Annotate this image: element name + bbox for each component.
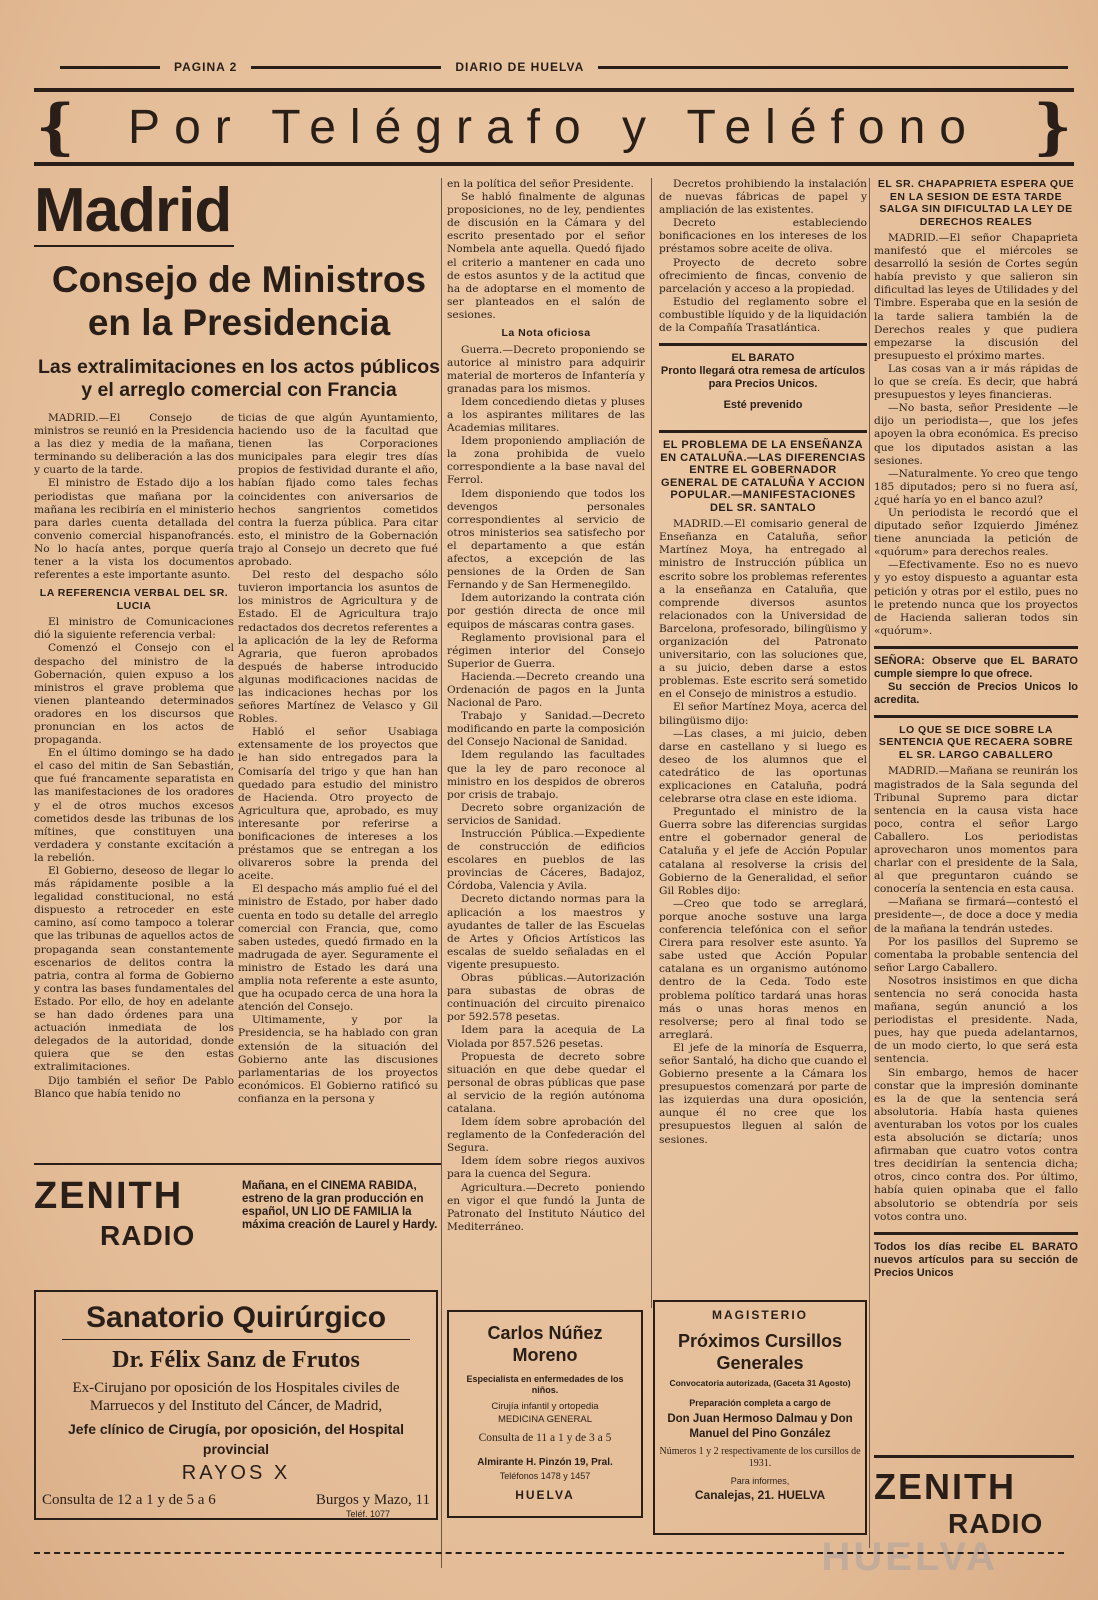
paragraph: El ministro de Comunicaciones dió la siguiente referencia verbal: xyxy=(34,616,234,642)
nunez-city: HUELVA xyxy=(515,1488,575,1502)
largo-headline: LO QUE SE DICE SOBRE LA SENTENCIA QUE RECAERA SOBRE EL SR. LARGO CABALLERO xyxy=(878,723,1074,761)
doctor-job: Jefe clínico de Cirugía, por oposición, del Hospital provincial xyxy=(67,1421,405,1457)
magisterio-prep: Preparación completa a cargo de xyxy=(689,1398,831,1408)
section-banner xyxy=(34,88,1074,166)
paragraph: Reglamento provisional para el régimen interior del Consejo Superior de Guerra. xyxy=(447,631,645,670)
paragraph: Agricultura.—Decreto poniendo en vigor el que fundó la Junta de Patronato del Instituto Náutico del Mediterráneo. xyxy=(447,1181,645,1233)
paragraph: Instrucción Pública.—Expediente de construcción de edificios escolares en pueblos de las provincias de Cáceres, Badajoz, Córdoba, Valencia y Avila. xyxy=(447,828,645,893)
paragraph: —Naturalmente. Yo creo que tengo 185 diputados; pero si no fuera así, ¿qué haría yo en el banco azul? xyxy=(874,467,1078,506)
paragraph: —Creo que todo se arreglará, porque anoche sostuve una larga conferencia telefónica con el señor Cirera para resolver este asunto. Ya sabe usted que Acción Popular catalana es un organismo autónomo dentro de la Ceda. Todo este problema político tardará unas horas más o unas horas menos en resolverse; pero al final todo se arreglará. xyxy=(659,897,867,1041)
paragraph: Por los pasillos del Supremo se comentaba la probable sentencia del señor Largo Caballero. xyxy=(874,935,1078,974)
barato-box xyxy=(659,352,867,412)
archive-watermark: HUELVA xyxy=(821,1535,998,1579)
divider xyxy=(874,1455,1074,1458)
paragraph: En el último domingo se ha dado el caso del mitin de San Sebastián, que fué francamente separatista en las manifestaciones de los oradores y el de otros muchos excesos cometidos desde las tribunas de los mítines, que constituyen una verdadera y constante excitación a la rebelión. xyxy=(34,747,234,864)
header-rule xyxy=(598,66,1068,69)
column-rule xyxy=(651,178,652,1308)
paragraph: —Las clases, a mi juicio, deben darse en castellano y si luego es deseo de los alumnos que el catedrático de las oportunas explicaciones en Cataluña, podrá celebrarse otra clase en este idioma. xyxy=(659,727,867,806)
ensenanza-headline: EL PROBLEMA DE LA ENSEÑANZA EN CATALUÑA.—LAS DIFERENCIAS ENTRE EL GOBERNADOR GENERAL DE CATALUÑA Y ACCION POPULAR.—MANIFESTACIONES DEL SR. SANTALO xyxy=(660,439,866,514)
divider xyxy=(34,1163,441,1165)
zenith-ad xyxy=(34,1175,234,1252)
senora-text2: Su sección de Precios Unicos lo acredita. xyxy=(874,680,1078,706)
paragraph: Idem ídem sobre aprobación del reglamento de la Confederación del Segura. xyxy=(447,1116,645,1155)
nunez-phones: Teléfonos 1478 y 1457 xyxy=(499,1471,591,1481)
magisterio-sub: Convocatoria autorizada, (Gaceta 31 Agosto) xyxy=(669,1378,851,1388)
nunez-spec2: Cirujía infantil y ortopedia xyxy=(491,1401,599,1412)
running-header xyxy=(60,58,1068,76)
paragraph: Preguntado el ministro de la Guerra sobre las diferencias surgidas entre el gobernador general de Cataluña y el jefe de Acción Popular catalana al resolverse la crisis del Gobierno de la Generalidad, el señor Gil Robles dijo: xyxy=(659,806,867,897)
paragraph: Idem disponiendo que todos los devengos personales correspondientes al servicio de otros ministerios sea satisfecho por el departamento a que están afectos, a excepción de las pensiones de la Orden de San Fernando y de San Hermenegildo. xyxy=(447,487,645,592)
paragraph: Obras públicas.—Autorización para subastas de obras de continuación del circuito pirenaico por 592.578 pesetas. xyxy=(447,972,645,1024)
divider xyxy=(874,1232,1078,1235)
paragraph: El despacho más amplio fué el del ministro de Estado, por haber dado cuenta en todo su detalle del arreglo comercial con Francia, que, como saben ustedes, quedó firmado en la madrugada de ayer. Seguramente el ministro de Estado les dará una amplia nota referente a este asunto, que ha ocupado cerca de una hora la atención del Consejo. xyxy=(238,883,438,1014)
magisterio-ad xyxy=(653,1300,867,1535)
subhead: La Nota oficiosa xyxy=(501,327,591,340)
zenith-brand: ZENITH xyxy=(34,1175,184,1217)
paragraph: Idem concediendo dietas y pluses a los aspirantes militares de las Academias militares. xyxy=(447,395,645,435)
nunez-address: Almirante H. Pinzón 19, Pral. xyxy=(477,1457,613,1468)
barato-tagline: Esté prevenido xyxy=(723,399,803,412)
consulta-hours: Consulta de 12 a 1 y de 5 a 6 xyxy=(42,1492,216,1508)
barato-title: EL BARATO xyxy=(731,352,795,365)
paragraph: Guerra.—Decreto proponiendo se autorice al ministro para adquirir material de morteros de Infantería y granadas para los mismos. xyxy=(447,343,645,395)
doctor-name: Dr. Félix Sanz de Frutos xyxy=(112,1347,360,1373)
divider xyxy=(659,430,867,433)
zenith-radio: RADIO xyxy=(100,1220,196,1251)
column-5 xyxy=(874,178,1078,1446)
sanatorio-address: Burgos y Mazo, 11 xyxy=(315,1492,430,1508)
nunez-hours: Consulta de 11 a 1 y de 3 a 5 xyxy=(478,1432,612,1444)
paragraph: en la política del señor Presidente. xyxy=(447,178,634,190)
main-subheadline: Las extralimitaciones en los actos públicos y el arreglo comercial con Francia xyxy=(37,356,441,401)
paragraph: Idem para la acequia de La Violada por 857.526 pesetas. xyxy=(447,1024,645,1050)
divider xyxy=(62,1339,410,1340)
magisterio-info: Para informes, xyxy=(730,1476,790,1486)
doctor-credentials: Ex-Cirujano por oposición de los Hospitales civiles de Marruecos y del Instituto del Cáncer, de Madrid, xyxy=(72,1380,400,1414)
paragraph: Idem ídem sobre riegos auxivos para la cuenca del Segura. xyxy=(447,1155,645,1181)
divider xyxy=(874,715,1078,718)
nunez-spec3: MEDICINA GENERAL xyxy=(498,1414,592,1425)
divider xyxy=(34,245,234,247)
paragraph: Un periodista le recordó que el diputado señor Izquierdo Jiménez tiene anunciada la petición de «quórum» para derechos reales. xyxy=(874,506,1078,559)
paragraph: —No basta, señor Presidente —le dijo un periodista—, que los jefes apoyen la obra económica. Es preciso que los diputados asistan a las sesiones. xyxy=(874,402,1078,467)
paragraph: —Efectivamente. Eso no es nuevo y yo estoy dispuesto a aguantar esta petición y otras por el estilo, pues no le pretendo nunca que los proyectos de Hacienda salieran todos sin «quórum». xyxy=(874,559,1078,637)
paragraph: Trabajo y Sanidad.—Decreto modificando en parte la composición del Consejo Nacional de Sanidad. xyxy=(447,710,645,749)
column-rule xyxy=(441,178,442,1568)
paragraph: Estudio del reglamento sobre el combustible líquido y de la liquidación de la Compañía Trasatlántica. xyxy=(659,295,867,335)
paragraph: Idem autorizando la contrata ción por gestión directa de once mil equipos de máscaras contra gases. xyxy=(447,592,645,631)
magisterio-names: Don Juan Hermoso Dalmau y Don Manuel del Pino González xyxy=(667,1413,853,1440)
paragraph: Nosotros insistimos en que dicha sentencia no será conocida hasta mañana, según anunció a los periodistas el presidente. Nada, pues, hay que pueda adelantarnos, de un modo cierto, lo que será esta sentencia. xyxy=(874,974,1078,1066)
barato-note: Todos los días recibe EL BARATO nuevos artículos para su sección de Precios Unicos xyxy=(874,1240,1078,1279)
column-4 xyxy=(659,178,867,1298)
paragraph: Sin embargo, hemos de hacer constar que la impresión dominante es la de que la sentencia será absolutoria. Había hasta quienes aventuraban los votos por los cuales esta absolución se dictaría; unos afirmaban que cuatro votos contra tres decidirían la sentencia dicha; otros, cinco contra dos. Por último, había quien opinaba que el fallo absolutorio se obtendría por seis votos contra uno. xyxy=(874,1066,1078,1223)
paragraph: MADRID.—El comisario general de Enseñanza en Cataluña, señor Martínez Moya, ha entregado al ministro de Instrucción pública un escrito sobre los problemas referentes a la enseñanza en Cataluña, que comprende diversos asuntos relacionados con la Universidad de Barcelona, profesorado, bilingüismo y organización del Patronato universitario, con las soluciones que, a su juicio, deben darse a estos problemas. Este escrito será sometido en el Consejo de ministros a estudio. xyxy=(659,518,867,701)
paper-name: DIARIO DE HUELVA xyxy=(455,60,585,74)
zenith-brand: ZENITH xyxy=(874,1466,1016,1507)
senora-text: SEÑORA: Observe que EL BARATO cumple siempre lo que ofrece. xyxy=(874,654,1078,680)
paragraph: Propuesta de decreto sobre situación en que debe quedar el personal de obras públicas que pase al servicio de la región autónoma catalana. xyxy=(447,1050,645,1115)
header-rule xyxy=(60,66,160,69)
sanatorio-footer xyxy=(42,1491,430,1509)
main-headline: Consejo de Ministros en la Presidencia xyxy=(51,259,427,343)
chapaprieta-headline: EL SR. CHAPAPRIETA ESPERA QUE EN LA SESION DE ESTA TARDE SALGA SIN DIFICULTAD LA LEY DE DERECHOS REALES xyxy=(877,178,1075,228)
nunez-ad xyxy=(447,1310,643,1518)
header-rule xyxy=(251,66,441,69)
paragraph: Comenzó el Consejo con el despacho del ministro de la Gobernación, quien expuso a los ministros el grave problema que vienen planteando determinados oradores en los discursos que pronuncian en los actos de propaganda. xyxy=(34,642,234,747)
main-story-col2 xyxy=(238,412,438,1158)
paragraph: MADRID.—Mañana se reunirán los magistrados de la Sala segunda del Tribunal Supremo para dictar sentencia en la causa vista hace poco, contra el señor Largo Caballero. Los periodistas aprovecharon unos momentos para charlar con el presidente de la Sala, al que preguntaron cuándo se conocería la sentencia en esta causa. xyxy=(874,765,1078,896)
paragraph: Habló el señor Usabiaga extensamente de los proyectos que le han sido entregados para la Comisaría del trigo y que han han quedado para estudio del ministro de Hacienda. Otro proyecto de Agricultura que, aprobado, es muy interesante por referirse a bonificaciones de intereses a los préstamos que se entregan a los olivareros sobre la prenda del aceite. xyxy=(238,726,438,883)
paragraph: Del resto del despacho sólo tuvieron importancia los asuntos de los ministros de Agricultura y de Estado. El de Agricultura trajo redactados dos decretos referentes a la aplicación de la ley de Reforma Agraria, que fueron aprobados después de haberse introducido algunas modificaciones nacidas de las indicaciones hechas por los señores Martínez de Velasco y Gil Robles. xyxy=(238,569,438,726)
column-rule xyxy=(869,178,870,1548)
dateline-city: Madrid xyxy=(34,176,232,245)
paragraph: Decreto dictando normas para la aplicación a los maestros y ayudantes de taller de las Escuelas de Artes y Oficios Artísticos las escalas de sueldo señaladas en el vigente presupuesto. xyxy=(447,893,645,971)
main-story-col3 xyxy=(447,178,645,1303)
cinema-ad: Mañana, en el CINEMA RABIDA, estreno de la gran producción en español, UN LIO DE FAMILIA la máxima creación de Laurel y Hardy. xyxy=(242,1180,438,1231)
paragraph: —Mañana se firmará—contestó el presidente—, de doce a doce y media de la mañana la tendrán ustedes. xyxy=(874,896,1078,935)
sanatorio-title: Sanatorio Quirúrgico xyxy=(85,1301,387,1334)
paragraph: Hacienda.—Decreto creando una Ordenación de pagos en la Junta Nacional de Paro. xyxy=(447,670,645,710)
paragraph: Las cosas van a ir más rápidas de lo que se creía. Es decir, que habrá presupuestos y leyes financieras. xyxy=(874,362,1078,402)
paragraph: Dijo también el señor De Pablo Blanco que había tenido no xyxy=(34,1074,234,1100)
main-story-col1 xyxy=(34,412,234,1158)
paragraph: El Gobierno, deseoso de llegar lo más rápidamente posible a la legalidad constitucional, no está dispuesto a retroceder en este camino, así como tampoco a tolerar que las tribunas de aquellos actos de propaganda sean constantemente escenarios de delitos contra la patria, contra al forma de Gobierno y contra las bases fundamentales del Estado. Por ello, de hoy en adelante se han dado órdenes para una actuación inmediata de los delegados de la autoridad, donde quiera que se den estas extralimitaciones. xyxy=(34,865,234,1074)
divider xyxy=(659,343,867,346)
paragraph: Ultimamente, y por la Presidencia, se ha hablado con gran extensión de la situación del Gobierno ante las discusiones parlamentarias de los proyectos económicos. El Gobierno ratificó su confianza en la persona y xyxy=(238,1014,438,1105)
paragraph: El ministro de Estado dijo a los periodistas que mañana por la mañana les recibiría en el ministerio para darles cuenta detallada del convenio comercial hispanofrancés. No lo hacía antes, porque quería tener a la vista los documentos referentes a este importante asunto. xyxy=(34,477,234,582)
zenith-radio: RADIO xyxy=(948,1508,1044,1539)
right-brace-ornament: } xyxy=(1033,92,1072,162)
paragraph: El jefe de la minoría de Esquerra, señor Santaló, ha dicho que cuando el Gobierno presente a la Cámara los presupuestos comenzará por parte de las izquierdas una dura oposición, aunque él no cree que los presupuestos lleguen al salón de sesiones. xyxy=(659,1041,867,1146)
paragraph: Decreto sobre organización de servicios de Sanidad. xyxy=(447,801,645,827)
magisterio-title: MAGISTERIO xyxy=(711,1308,808,1322)
paragraph: ticias de que algún Ayuntamiento, haciendo uso de la facultad que tienen las Corporaciones municipales para elegir tres días propios de festividad durante el año, habían fijado como tales fechas coincidentes con aniversarios de hechos sangrientos cometidos contra la fuerza pública. Para citar esto, el ministro de la Gobernación trajo al Consejo un decreto que fué aprobado. xyxy=(238,412,438,569)
sanatorio-phone: Teléf. 1077 xyxy=(345,1509,390,1519)
zenith-ad-right xyxy=(874,1466,1078,1540)
paragraph: Idem proponiendo ampliación de la zona prohibida de vuelo correspondiente a la base naval del Ferrol. xyxy=(447,435,645,487)
sanatorio-ad xyxy=(34,1290,438,1520)
divider xyxy=(874,646,1078,649)
page-footer-rule xyxy=(34,1552,1064,1554)
paragraph: Decretos prohibiendo la instalación de nuevas fábricas de papel y ampliación de las existentes. xyxy=(659,178,867,217)
subhead: LA REFERENCIA VERBAL DEL SR. LUCIA xyxy=(39,587,229,612)
barato-text: Pronto llegará otra remesa de artículos para Precios Unicos. xyxy=(660,365,866,391)
rayos-x: RAYOS X xyxy=(181,1462,291,1484)
paragraph: Idem regulando las facultades que la ley de paro reconoce al ministro en los despidos de obreros por crisis de trabajo. xyxy=(447,749,645,801)
section-title: Por Telégrafo y Teléfono xyxy=(128,100,980,154)
left-brace-ornament: { xyxy=(36,92,75,162)
paragraph: Se habló finalmente de algunas proposiciones, no de ley, pendientes de discusión en la Cámara y del escrito presentado por el señor Nombela ante aquella. Quedó fijado el criterio a mantener en cada uno de estos asuntos y de la actitud que ha de adoptarse en el momento de ser planteados en el salón de sesiones. xyxy=(447,191,645,321)
page-label: PAGINA 2 xyxy=(174,60,238,74)
nunez-name: Carlos Núñez Moreno xyxy=(487,1323,603,1365)
paragraph: Decreto estableciendo bonificaciones en los intereses de los préstamos sobre aceite de oliva. xyxy=(659,217,867,256)
nunez-spec: Especialista en enfermedades de los niños. xyxy=(466,1374,624,1395)
paragraph: MADRID.—El Consejo de ministros se reunió en la Presidencia a las diez y media de la mañana, terminando su deliberación a las dos y cuarto de la tarde. xyxy=(34,412,234,477)
senora-box xyxy=(874,655,1078,707)
magisterio-head: Próximos Cursillos Generales xyxy=(677,1331,843,1373)
paragraph: Proyecto de decreto sobre ofrecimiento de fincas, convenio de parcelación y acceso a la propiedad. xyxy=(659,256,867,295)
paragraph: MADRID.—El señor Chapaprieta manifestó que el miércoles se desarrolló la sesión de Cortes según había previsto y que salieron sin dificultad las leyes de Utilidades y del Timbre. Esperaba que en la sesión de la tarde saliera también la de Derechos reales y que pudiera empezarse la discusión del presupuesto el próximo martes. xyxy=(874,232,1078,362)
paragraph: El señor Martínez Moya, acerca del bilingüismo dijo: xyxy=(659,701,867,727)
magisterio-address: Canalejas, 21. HUELVA xyxy=(694,1488,826,1502)
magisterio-nums: Números 1 y 2 respectivamente de los cursillos de 1931. xyxy=(659,1446,861,1469)
